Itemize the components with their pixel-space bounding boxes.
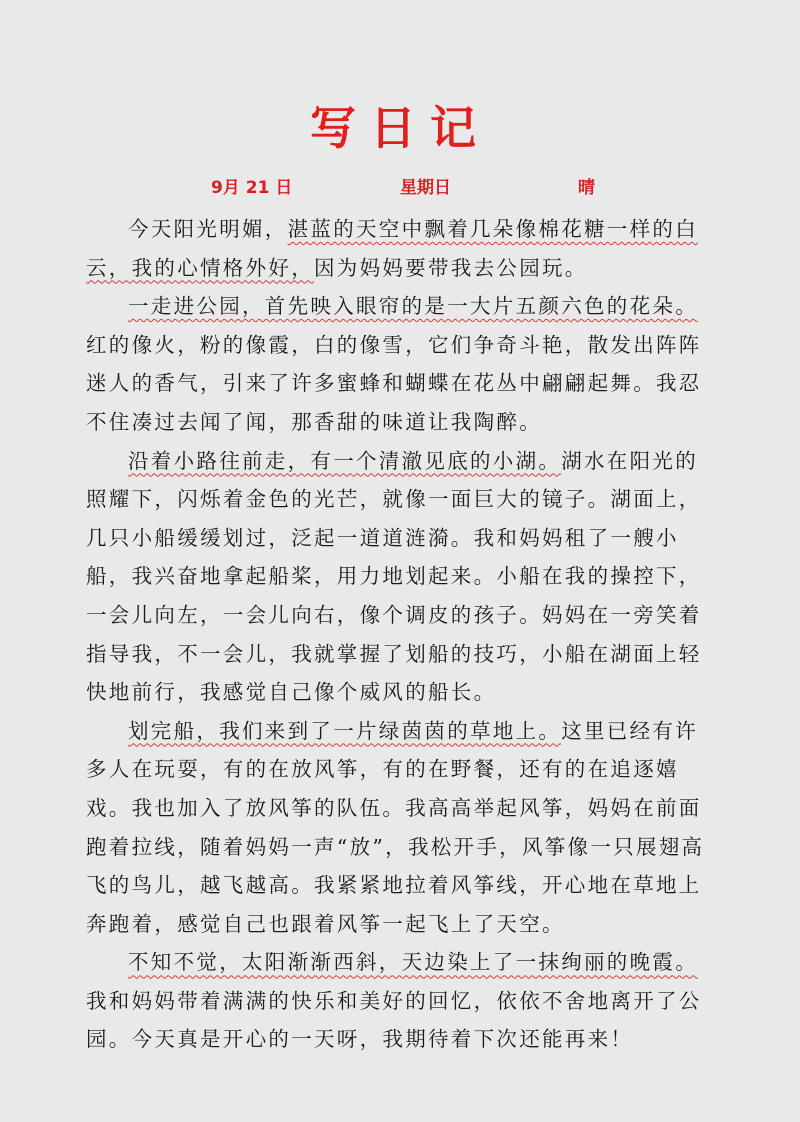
paragraph-2 [86, 287, 718, 441]
diary-weather: 晴 [578, 178, 595, 198]
diary-body [86, 210, 718, 1059]
paragraph-text: 这里已经有许多人在玩耍，有的在放风筝，有的在野餐，还有的在追逐嬉戏。我也加入了放风筝的队伍。我高高举起风筝，妈妈在前面跑着拉线，随着妈妈一声“放”，我松开手，风筝像一只展翅高飞的鸟儿，越飞越高。我紧紧地拉着风筝线，开心地在草地上奔跑着，感觉自己也跟着风筝一起飞上了天空。 [86, 718, 705, 936]
spellcheck-underlined-text: 沿着小路往前走，有一个清澈见底的小湖。 [128, 448, 562, 473]
spellcheck-underlined-text: 湛蓝的天空中飘着几朵像棉花糖一样的白云，我的心情格外好， [86, 217, 699, 280]
paragraph-lead: 今天阳光明媚， [128, 217, 288, 241]
spellcheck-underlined-text: 一走进公园，首先映入眼帘的是一大片五颜六色的花朵。 [128, 294, 698, 319]
spellcheck-underlined-text: 划完船，我们来到了一片绿茵茵的草地上。 [128, 718, 562, 743]
paragraph-5 [86, 943, 718, 1059]
paragraph-4 [86, 712, 718, 944]
spellcheck-underlined-text: 不知不觉，太阳渐渐西斜，天边染上了一抹绚丽的晚霞。 [128, 950, 698, 975]
paragraph-3 [86, 442, 718, 712]
paragraph-text: 红的像火，粉的像霞，白的像雪，它们争奇斗艳，散发出阵阵迷人的香气，引来了许多蜜蜂和蝴蝶在花丛中翩翩起舞。我忍不住凑过去闻了闻，那香甜的味道让我陶醉。 [86, 332, 702, 434]
paragraph-text: 湖水在阳光的照耀下，闪烁着金色的光芒，就像一面巨大的镜子。湖面上，几只小船缓缓划过，泛起一道道涟漪。我和妈妈租了一艘小船，我兴奋地拿起船桨，用力地划起来。小船在我的操控下，一会儿向左，一会儿向右，像个调皮的孩子。妈妈在一旁笑着指导我，不一会儿，我就掌握了划船的技巧，小船在湖面上轻快地前行，我感觉自己像个威风的船长。 [86, 448, 702, 705]
diary-weekday: 星期日 [400, 178, 451, 198]
paragraph-text: 因为妈妈要带我去公园玩。 [314, 255, 588, 280]
paragraph-text: 我和妈妈带着满满的快乐和美好的回忆，依依不舍地离开了公园。今天真是开心的一天呀，我期待着下次还能再来！ [86, 988, 702, 1052]
diary-date: 9月 21 日 [211, 178, 293, 198]
paragraph-1 [86, 210, 718, 287]
page-title: 写日记 [310, 101, 490, 155]
